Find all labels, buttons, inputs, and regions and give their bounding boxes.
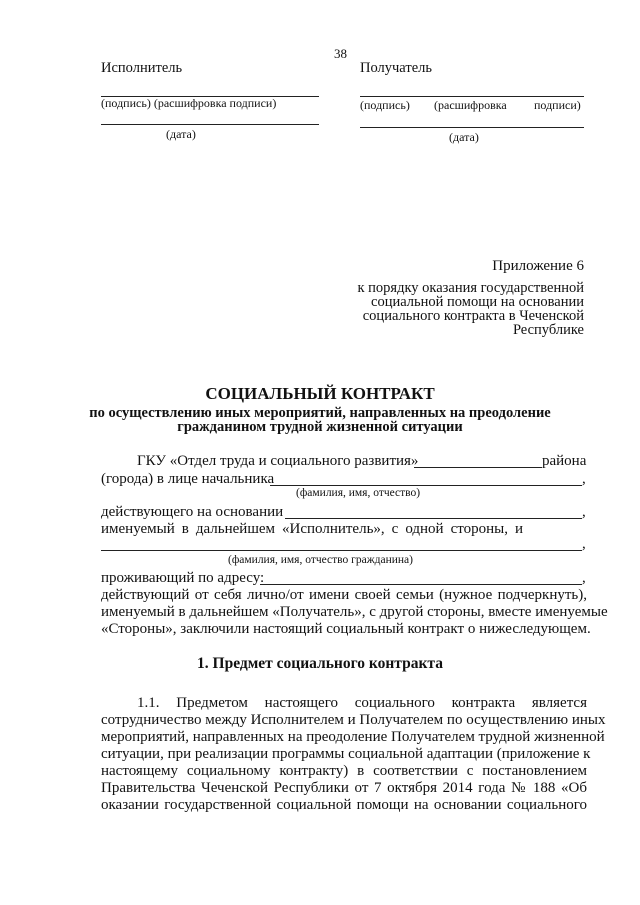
section1-line: сотрудничество между Исполнителем и Получателем по осуществлению иных [101,712,606,728]
appendix-line: к порядку оказания государственной [357,280,584,296]
appendix-line: социальной помощи на основании [371,294,584,310]
section1-line: настоящему социальному контракту) в соответствии с постановлением [101,763,587,779]
head-name-blank [270,485,582,486]
comma: , [582,504,586,520]
recipient-title: Получатель [360,60,432,76]
preamble-line4: именуемый в дальнейшем «Исполнитель», с одной стороны, и [101,521,523,537]
section1-line: ситуации, при реализации программы социальной адаптации (приложение к [101,746,591,762]
preamble-line1-start: ГКУ «Отдел труда и социального развития» [137,453,419,469]
section1-line: Правительства Чеченской Республики от 7 октября 2014 года № 188 «Об [101,780,587,796]
comma: , [582,471,586,487]
appendix-title: Приложение 6 [492,258,584,274]
comma: , [582,570,586,586]
contract-subtitle-line: гражданином трудной жизненной ситуации [177,419,463,435]
citizen-fio-label: (фамилия, имя, отчество гражданина) [228,554,413,566]
executor-date-line [101,124,319,125]
citizen-name-blank [101,550,582,551]
basis-blank [285,518,582,519]
preamble-line8: именуемый в дальнейшем «Получатель», с другой стороны, вместе именуемые [101,604,608,620]
section1-line: 1.1. Предметом настоящего социального контракта является [137,695,587,711]
recipient-signature-label-2: (расшифровка [434,98,507,112]
preamble-line3-start: действующего на основании [101,504,284,520]
appendix-line: социального контракта в Чеченской [362,308,584,324]
preamble-line7: действующий от себя лично/от имени своей семьи (нужное подчеркнуть), [101,587,587,603]
preamble-line1-end: района [542,453,587,469]
recipient-signature-label-1: (подпись) [360,98,410,112]
executor-title: Исполнитель [101,60,183,76]
section1-line: мероприятий, направленных на преодоление Получателем трудной жизненной [101,729,605,745]
executor-signature-label: (подпись) (расшифровка подписи) [101,96,277,110]
district-blank [414,467,542,468]
fio-label: (фамилия, имя, отчество) [296,487,421,499]
preamble-line6-start: проживающий по адресу: [101,570,265,586]
recipient-date-label: (дата) [449,130,479,144]
preamble-line2-start: (города) в лице начальника [101,471,275,487]
recipient-signature-line [360,96,584,97]
page-number: 38 [334,46,347,61]
contract-title: СОЦИАЛЬНЫЙ КОНТРАКТ [205,384,435,403]
recipient-date-line [360,127,584,128]
preamble-line9: «Стороны», заключили настоящий социальный контракт о нижеследующем. [101,621,591,637]
appendix-line: Республике [512,322,584,338]
recipient-signature-label-3: подписи) [534,98,581,112]
executor-date-label: (дата) [166,127,196,141]
section1-line: оказании государственной социальной помощи на основании социального [101,797,587,813]
comma: , [582,536,586,552]
section1-title: 1. Предмет социального контракта [197,655,443,672]
contract-subtitle-line: по осуществлению иных мероприятий, направленных на преодоление [89,405,551,421]
address-blank [260,584,582,585]
